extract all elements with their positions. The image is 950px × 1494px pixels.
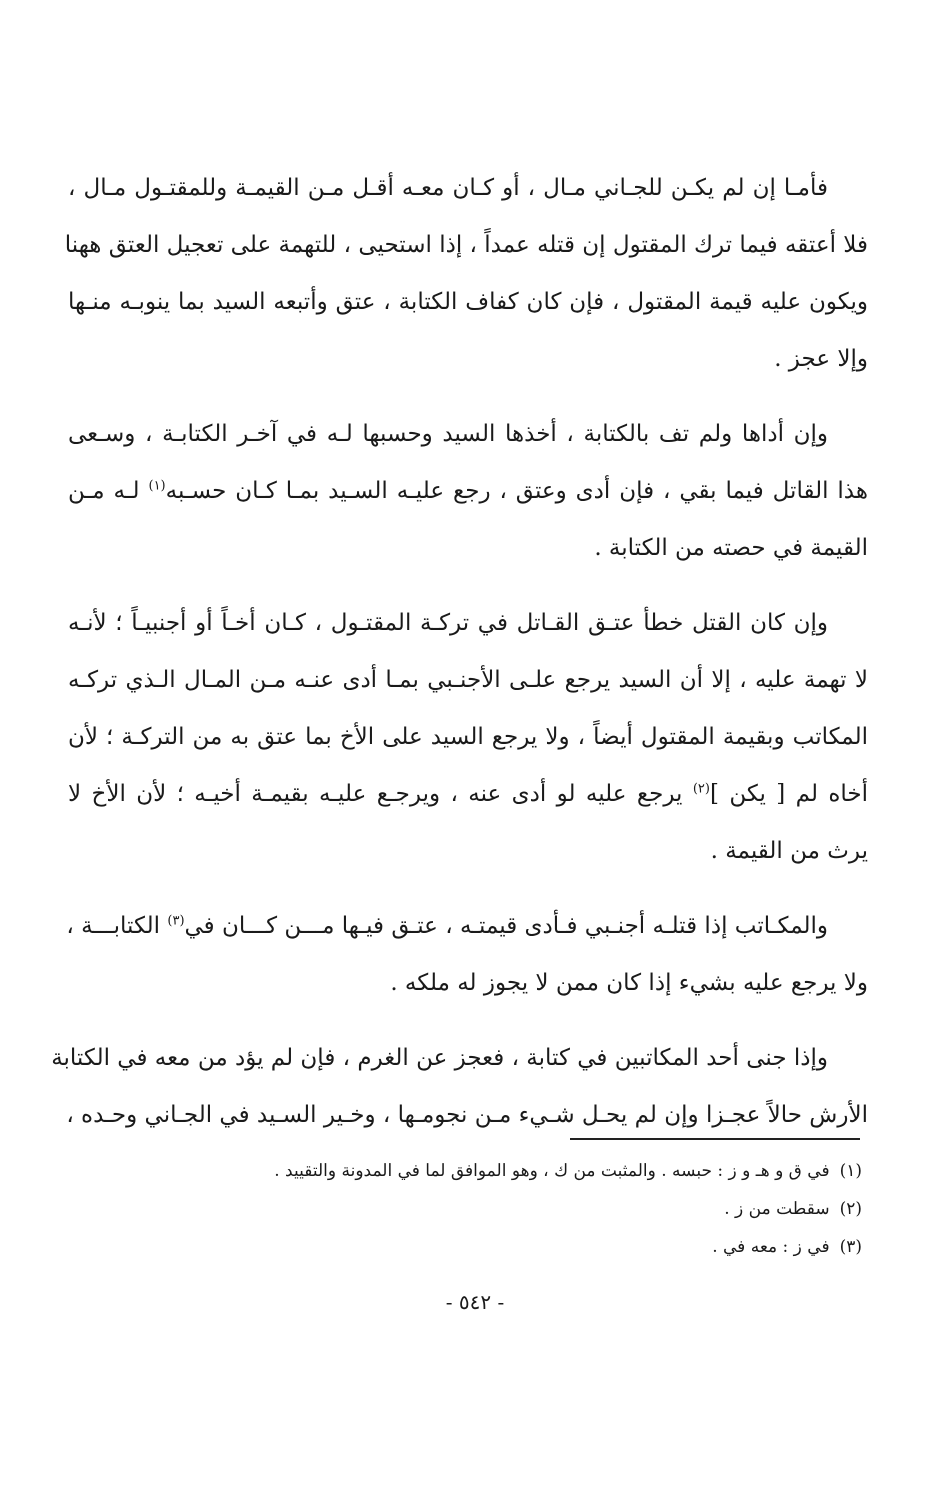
text-line: الأرش حالاً عجـزا وإن لم يحـل شـيء مـن نجومـها ، وخـير السـيد في الجـاني وحـده ، — [66, 1102, 868, 1128]
text-segment: هذا القاتل فيما بقي ، فإن أدى وعتق ، رجع عليـه السـيد بمـا كـان حسـبه — [165, 478, 868, 504]
text-line: ويكون عليه قيمة المقتول ، فإن كان كفاف الكتابة ، عتق وأتبعه السيد بما ينوبـه منـها — [68, 289, 868, 315]
text-segment: يرجع عليه لو أدى عنه ، ويرجـع عليـه بقيمـة أخيـه ؛ لأن الأخ لا — [68, 781, 683, 807]
text-line — [68, 463, 868, 520]
page-number: - ٥٤٢ - — [445, 1290, 505, 1314]
footnote-3 — [162, 1228, 862, 1266]
paragraph-5 — [51, 1030, 868, 1144]
footnote-number: (٢) — [839, 1199, 862, 1219]
footnotes — [162, 1152, 862, 1266]
footnote-text: سقطت من ز . — [724, 1199, 830, 1219]
text-line: وإلا عجز . — [774, 346, 868, 372]
text-line: وإن كان القتل خطأ عتـق القـاتل في تركـة المقتـول ، كـان أخـاً أو أجنبيـاً ؛ لأنـه — [68, 610, 828, 636]
main-text — [51, 160, 868, 1162]
footnote-text: في ق و هـ و ز : حبسه . والمثبت من ك ، وهو الموافق لما في المدونة والتقييد . — [274, 1161, 830, 1181]
footnote-ref: (٢) — [692, 781, 710, 797]
footnote-ref: (٣) — [167, 913, 185, 929]
text-segment: والمكـاتب إذا قتلـه أجنـبي فـأدى قيمتـه ، عتـق فيـها مـــن كـــان في — [184, 913, 828, 939]
paragraph-4 — [68, 898, 868, 1012]
paragraph-3 — [68, 595, 868, 880]
footnote-divider — [570, 1138, 860, 1140]
text-line: لا تهمة عليه ، إلا أن السيد يرجع علـى الأجنـبي بمـا أدى عنـه مـن المـال الـذي تركـه — [68, 667, 868, 693]
text-line — [68, 766, 868, 823]
text-line: وإن أداها ولم تف بالكتابة ، أخذها السيد وحسبها لـه في آخـر الكتابـة ، وسـعى — [68, 421, 828, 447]
paragraph-2 — [68, 406, 868, 577]
text-line: فأمـا إن لم يكـن للجـاني مـال ، أو كـان معـه أقـل مـن القيمـة وللمقتـول مـال ، — [68, 175, 828, 201]
footnote-text: في ز : معه في . — [712, 1237, 830, 1257]
footnote-1 — [162, 1152, 862, 1190]
text-line — [68, 898, 868, 955]
paragraph-1 — [64, 160, 868, 388]
footnote-ref: (١) — [148, 478, 166, 494]
text-line: يرث من القيمة . — [710, 838, 868, 864]
footnote-number: (١) — [839, 1161, 862, 1181]
footnote-number: (٣) — [839, 1237, 862, 1257]
text-segment: لـه مـن — [68, 478, 140, 504]
text-line: المكاتب وبقيمة المقتول أيضاً ، ولا يرجع السيد على الأخ بما عتق به من التركـة ؛ لأن — [68, 724, 868, 750]
text-line: القيمة في حصته من الكتابة . — [594, 535, 868, 561]
text-line: وإذا جنى أحد المكاتبين في كتابة ، فعجز عن الغرم ، فإن لم يؤد من معه في الكتابة — [51, 1045, 828, 1071]
text-segment: الكتابـــة ، — [66, 913, 161, 939]
text-line: ولا يرجع عليه بشيء إذا كان ممن لا يجوز له ملكه . — [390, 970, 868, 996]
text-line: فلا أعتقه فيما ترك المقتول إن قتله عمداً ، إذا استحيى ، للتهمة على تعجيل العتق ههنا — [64, 232, 868, 258]
footnote-2 — [162, 1190, 862, 1228]
text-segment: أخاه لم [ يكن ] — [709, 781, 868, 807]
